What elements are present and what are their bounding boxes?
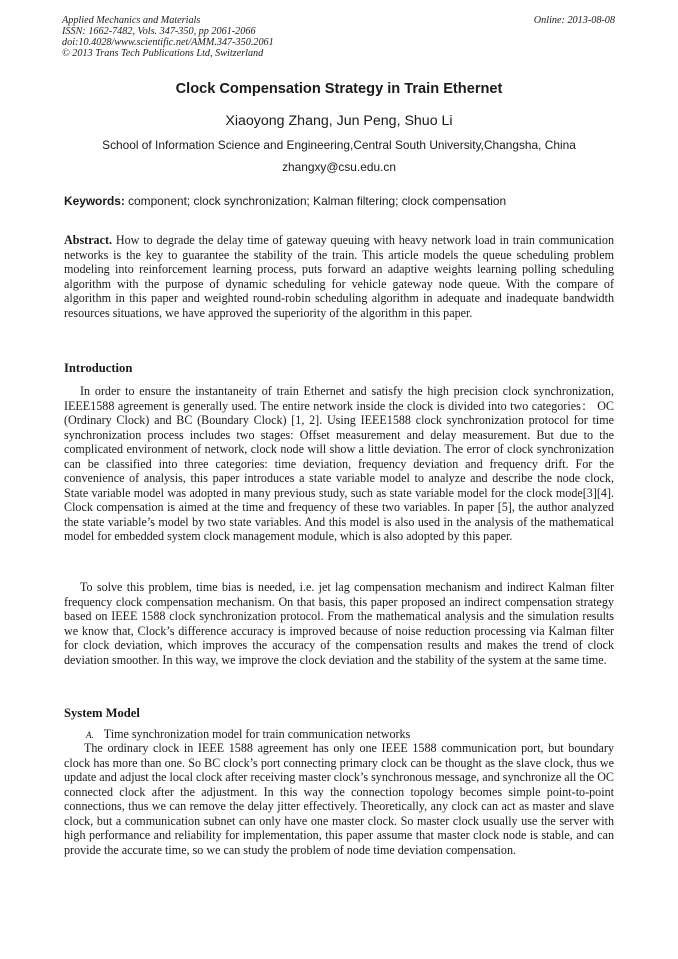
author-email: zhangxy@csu.edu.cn <box>282 160 396 174</box>
introduction-heading: Introduction <box>64 361 133 375</box>
abstract-paragraph <box>64 233 614 320</box>
paper-title: Clock Compensation Strategy in Train Ethernet <box>175 81 503 97</box>
issn-line: ISSN: 1662-7482, Vols. 347-350, pp 2061-2066 <box>62 26 256 37</box>
subsection-heading <box>86 727 410 742</box>
affiliation: School of Information Science and Engineering,Central South University,Changsha, China <box>102 138 576 152</box>
keywords-text: component; clock synchronization; Kalman filtering; clock compensation <box>124 194 507 208</box>
keywords-label: Keywords: <box>64 194 125 208</box>
system-model-heading: System Model <box>64 706 140 720</box>
keywords-line <box>64 194 616 208</box>
journal-metadata <box>62 15 274 59</box>
introduction-paragraph-1: In order to ensure the instantaneity of train Ethernet and satisfy the high precision clock synchronization, IEEE1588 agreement is generally used. The entire network inside the clock is divided into two categories： OC (Ordinary Clock) and BC (Boundary Clock) [1, 2]. Using IEEE1588 clock synchronization protocol for time synchronization process includes two stages: Offset measurement and delay measurement. But due to the complicated environment of network, clock node will show a little deviation. The error of clock synchronization can be classified into three categories: time deviation, frequency deviation and frequency drift. For the convenience of analysis, this paper introduces a state variable model to analyze and describe the node clock, State variable model was adopted in many previous study, such as state variable model for the clock mode[3][4]. Clock compensation is aimed at the time and frequency of these two variables. In paper [5], the author analyzed the state variable’s model by two state variables. And this model is also used in the analysis of the mathematical model for embedded system clock management module, which is also adopted by this paper. <box>64 384 614 543</box>
abstract-label: Abstract. <box>64 233 113 247</box>
system-model-paragraph-1: The ordinary clock in IEEE 1588 agreement has only one IEEE 1588 communication port, but boundary clock has more than one. So BC clock’s port connecting primary clock can be thought as the slave clock, thus we update and adjust the local clock after receiving master clock’s synchronous message, and synchronize all the OC connected clock after the adjustment. In this way the connection topology becomes simple point-to-point connections, thus we can remove the delay jitter effectively. Theoretically, any clock can act as master and slave clock, but a communication subnet can only have one master clock. So master clock usually use the server with high performance and reliability for implementation, this paper assume that master clock node is stable, and can provide the accurate time, so we can study the problem of node time deviation compensation. <box>64 741 614 857</box>
subsection-marker: A. <box>86 730 94 740</box>
author-list: Xiaoyong Zhang, Jun Peng, Shuo Li <box>225 113 453 129</box>
online-date: Online: 2013-08-08 <box>533 15 615 26</box>
subsection-title: Time synchronization model for train communication networks <box>103 727 411 741</box>
journal-name: Applied Mechanics and Materials <box>62 15 201 26</box>
abstract-text: How to degrade the delay time of gateway queuing with heavy network load in train communication networks is the key to guarantee the stability of the train. This article models the queue scheduling problem modeling into reinforcement learning process, puts forward an adaptive weights learning polling scheduling algorithm with the purpose of dynamic scheduling for vehicle gateway node queue. With the compare of algorithm in this paper and weighted round-robin scheduling algorithm in adequate and inadequate bandwidth resources situations, we have approved the superiority of the algorithm in this paper. <box>64 233 614 320</box>
introduction-paragraph-2: To solve this problem, time bias is needed, i.e. jet lag compensation mechanism and indirect Kalman filter frequency clock compensation mechanism. On that basis, this paper proposed an indirect compensation strategy based on IEEE 1588 clock synchronization protocol. From the mathematical analysis and the simulation results we know that, Clock’s difference accuracy is improved because of noise reduction processing via Kalman filter for clock deviation, which improves the accuracy of the compensation results and makes the trend of clock deviation smoother. In this way, we improve the clock deviation and the stability of the system at the same time. <box>64 580 614 667</box>
copyright-line: © 2013 Trans Tech Publications Ltd, Switzerland <box>62 48 264 59</box>
doi-line: doi:10.4028/www.scientific.net/AMM.347-350.2061 <box>62 37 274 48</box>
